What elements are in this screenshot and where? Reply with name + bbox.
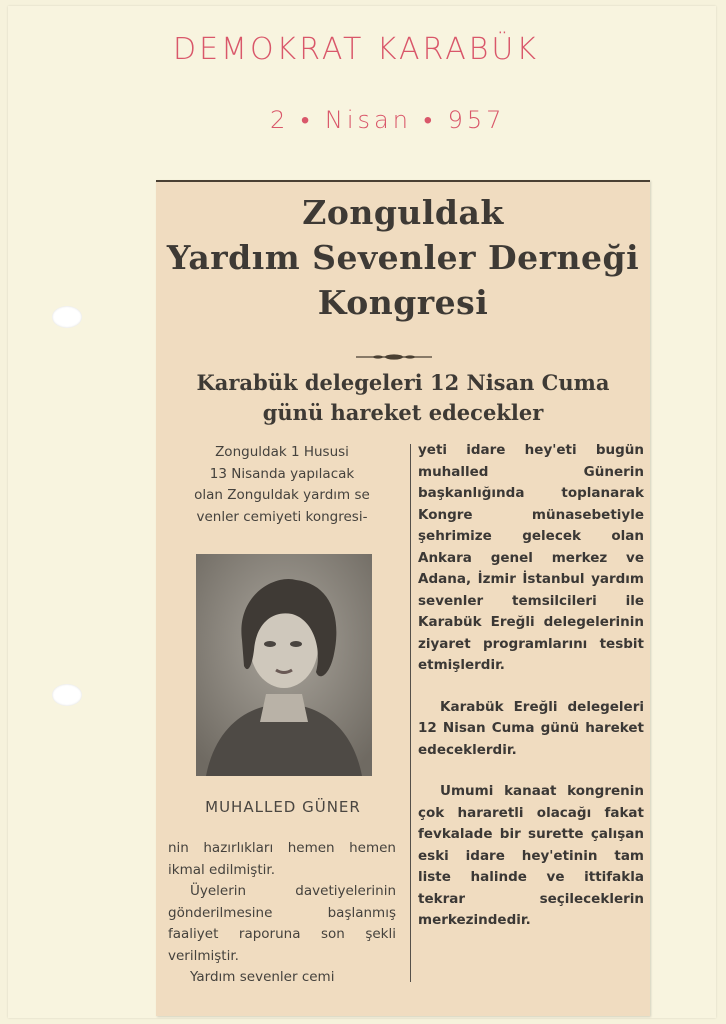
paragraph: yeti idare hey'eti bugün muhalled Günerin başkanlığında toplanarak Kongre münasebetiyle şehrimize gelecek olan Ankara genel merkez ve Adana, İzmir İstanbul yardım sevenler temsilcileri ile Karabük Ereğli delegelerinin ziyaret programlarını tesbit etmişlerdir. (418, 442, 644, 673)
handwritten-date: 2 • Nisan • 957 (270, 106, 506, 134)
article-headline (156, 190, 650, 325)
column-rule (410, 444, 411, 982)
punch-hole-bottom (52, 684, 82, 706)
portrait-illustration (196, 554, 372, 776)
paragraph: Üyelerin davetiyelerinin gönderilmesine başlanmış faaliyet raporuna son şekli verilmiştir. (168, 883, 396, 964)
intro-line: venler cemiyeti kongresi- (196, 508, 368, 525)
paragraph: Umumi kanaat kongrenin çok hararetli olacağı fakat fevkalade bir surette çalışan eski idare hey'etinin tam liste halinde ve ittifakla tekrar seçileceklerin merkezindedir. (418, 783, 644, 928)
photo-caption: MUHALLED GÜNER (205, 798, 361, 816)
column-2-body (418, 440, 644, 932)
headline-line-1: Zonguldak (302, 193, 504, 232)
punch-hole-top (52, 306, 82, 328)
portrait-photo (196, 554, 372, 776)
column-1-intro (168, 442, 396, 528)
headline-line-3: Kongresi (317, 283, 489, 322)
intro-line: 13 Nisanda yapılacak (209, 465, 355, 482)
column-1-body (168, 838, 396, 989)
ornament-divider (356, 354, 432, 360)
intro-line: Zonguldak 1 Hususi (215, 444, 349, 460)
subhead-line-1: Karabük delegeleri 12 Nisan Cuma (196, 370, 610, 395)
headline-line-2: Yardım Sevenler Derneği (166, 238, 640, 277)
article-subhead (156, 368, 650, 428)
newspaper-clipping (156, 180, 650, 1016)
handwritten-publication: DEMOKRAT KARABÜK (173, 32, 540, 67)
subhead-line-2: günü hareket edecekler (262, 400, 544, 425)
paragraph: Karabük Ereğli delegeleri 12 Nisan Cuma günü hareket edeceklerdir. (418, 698, 644, 758)
paragraph: Yardım sevenler cemi (190, 969, 335, 985)
archive-sheet (8, 6, 716, 1018)
paragraph: nin hazırlıkları hemen hemen ikmal edilmiştir. (168, 840, 396, 878)
intro-line: olan Zonguldak yardım se (194, 487, 370, 503)
